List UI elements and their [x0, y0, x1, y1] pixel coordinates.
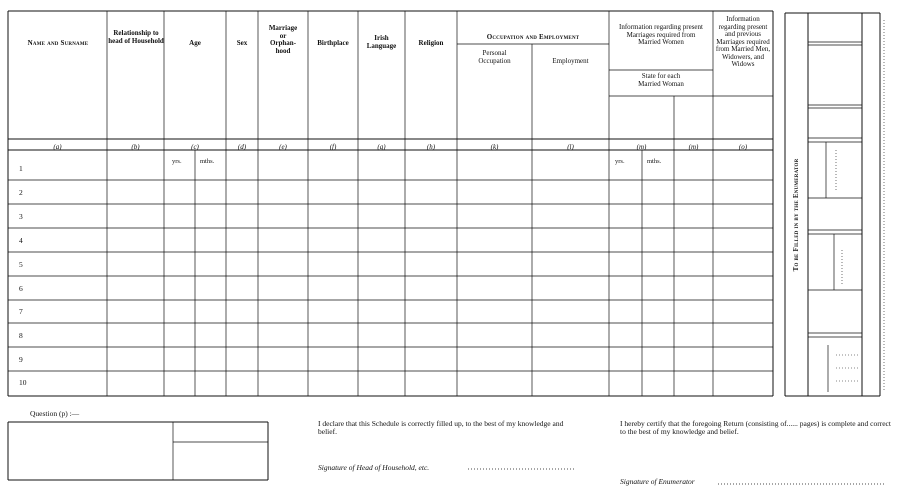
header-name: Name and Surname [27, 39, 89, 47]
row-number: 2 [19, 188, 23, 197]
row-number: 5 [19, 260, 23, 269]
row-number: 3 [19, 212, 23, 221]
code-d: (d) [237, 143, 247, 151]
code-k: (k) [490, 143, 499, 151]
code-o: (o) [738, 143, 748, 151]
signature-enumerator: Signature of Enumerator [620, 477, 695, 486]
header-personal-occupation: Personal Occupation [478, 49, 511, 65]
declaration-text: I declare that this Schedule is correctly filled up, to the best of my knowledge and belief. [318, 419, 564, 436]
header-marriage: Marriage or Orphan-hood [268, 24, 298, 55]
header-occupation: Occupation and Employment [486, 33, 580, 41]
header-married-men: Information regarding present and previous Marriages required from Married Men, Widowers, and Widows [715, 15, 771, 68]
row-number: 9 [19, 355, 23, 364]
marriage-years-label: yrs. [615, 158, 625, 165]
certification-text: I hereby certify that the foregoing Return (consisting of...... pages) is complete and correct to the best of my knowledge and belief. [620, 419, 891, 436]
code-b: (b) [131, 143, 140, 151]
header-relationship: Relationship to head of Household [108, 29, 164, 45]
age-years-label: yrs. [172, 158, 182, 165]
code-m2: (m) [688, 143, 699, 151]
row-number: 10 [19, 378, 27, 387]
header-employment: Employment [552, 57, 589, 65]
header-state-married-woman: State for each Married Woman [638, 72, 684, 88]
row-number: 7 [19, 307, 23, 316]
code-g: (g) [377, 143, 386, 151]
code-f: (f) [329, 143, 337, 151]
age-months-label: mths. [200, 158, 215, 165]
code-c: (c) [191, 143, 199, 151]
header-irish: Irish Language [366, 34, 397, 50]
header-sex: Sex [236, 39, 248, 47]
header-birthplace: Birthplace [317, 39, 349, 47]
code-l: (l) [567, 143, 574, 151]
header-married-women: Information regarding present Marriages required from Married Women [619, 23, 703, 46]
code-e: (e) [279, 143, 287, 151]
marriage-months-label: mths. [647, 158, 662, 165]
row-number: 6 [19, 284, 23, 293]
row-number: 4 [19, 236, 23, 245]
row-number: 8 [19, 331, 23, 340]
header-age: Age [189, 39, 201, 47]
code-h: (h) [426, 143, 436, 151]
code-m: (m) [636, 143, 647, 151]
row-number: 1 [19, 164, 23, 173]
enumerator-side-label: To be Filled in by the Enumerator [792, 158, 800, 272]
signature-head: Signature of Head of Household, etc. [318, 463, 430, 472]
header-religion: Religion [418, 39, 444, 47]
code-a: (a) [53, 143, 62, 151]
question-label: Question (p) :— [30, 409, 80, 418]
